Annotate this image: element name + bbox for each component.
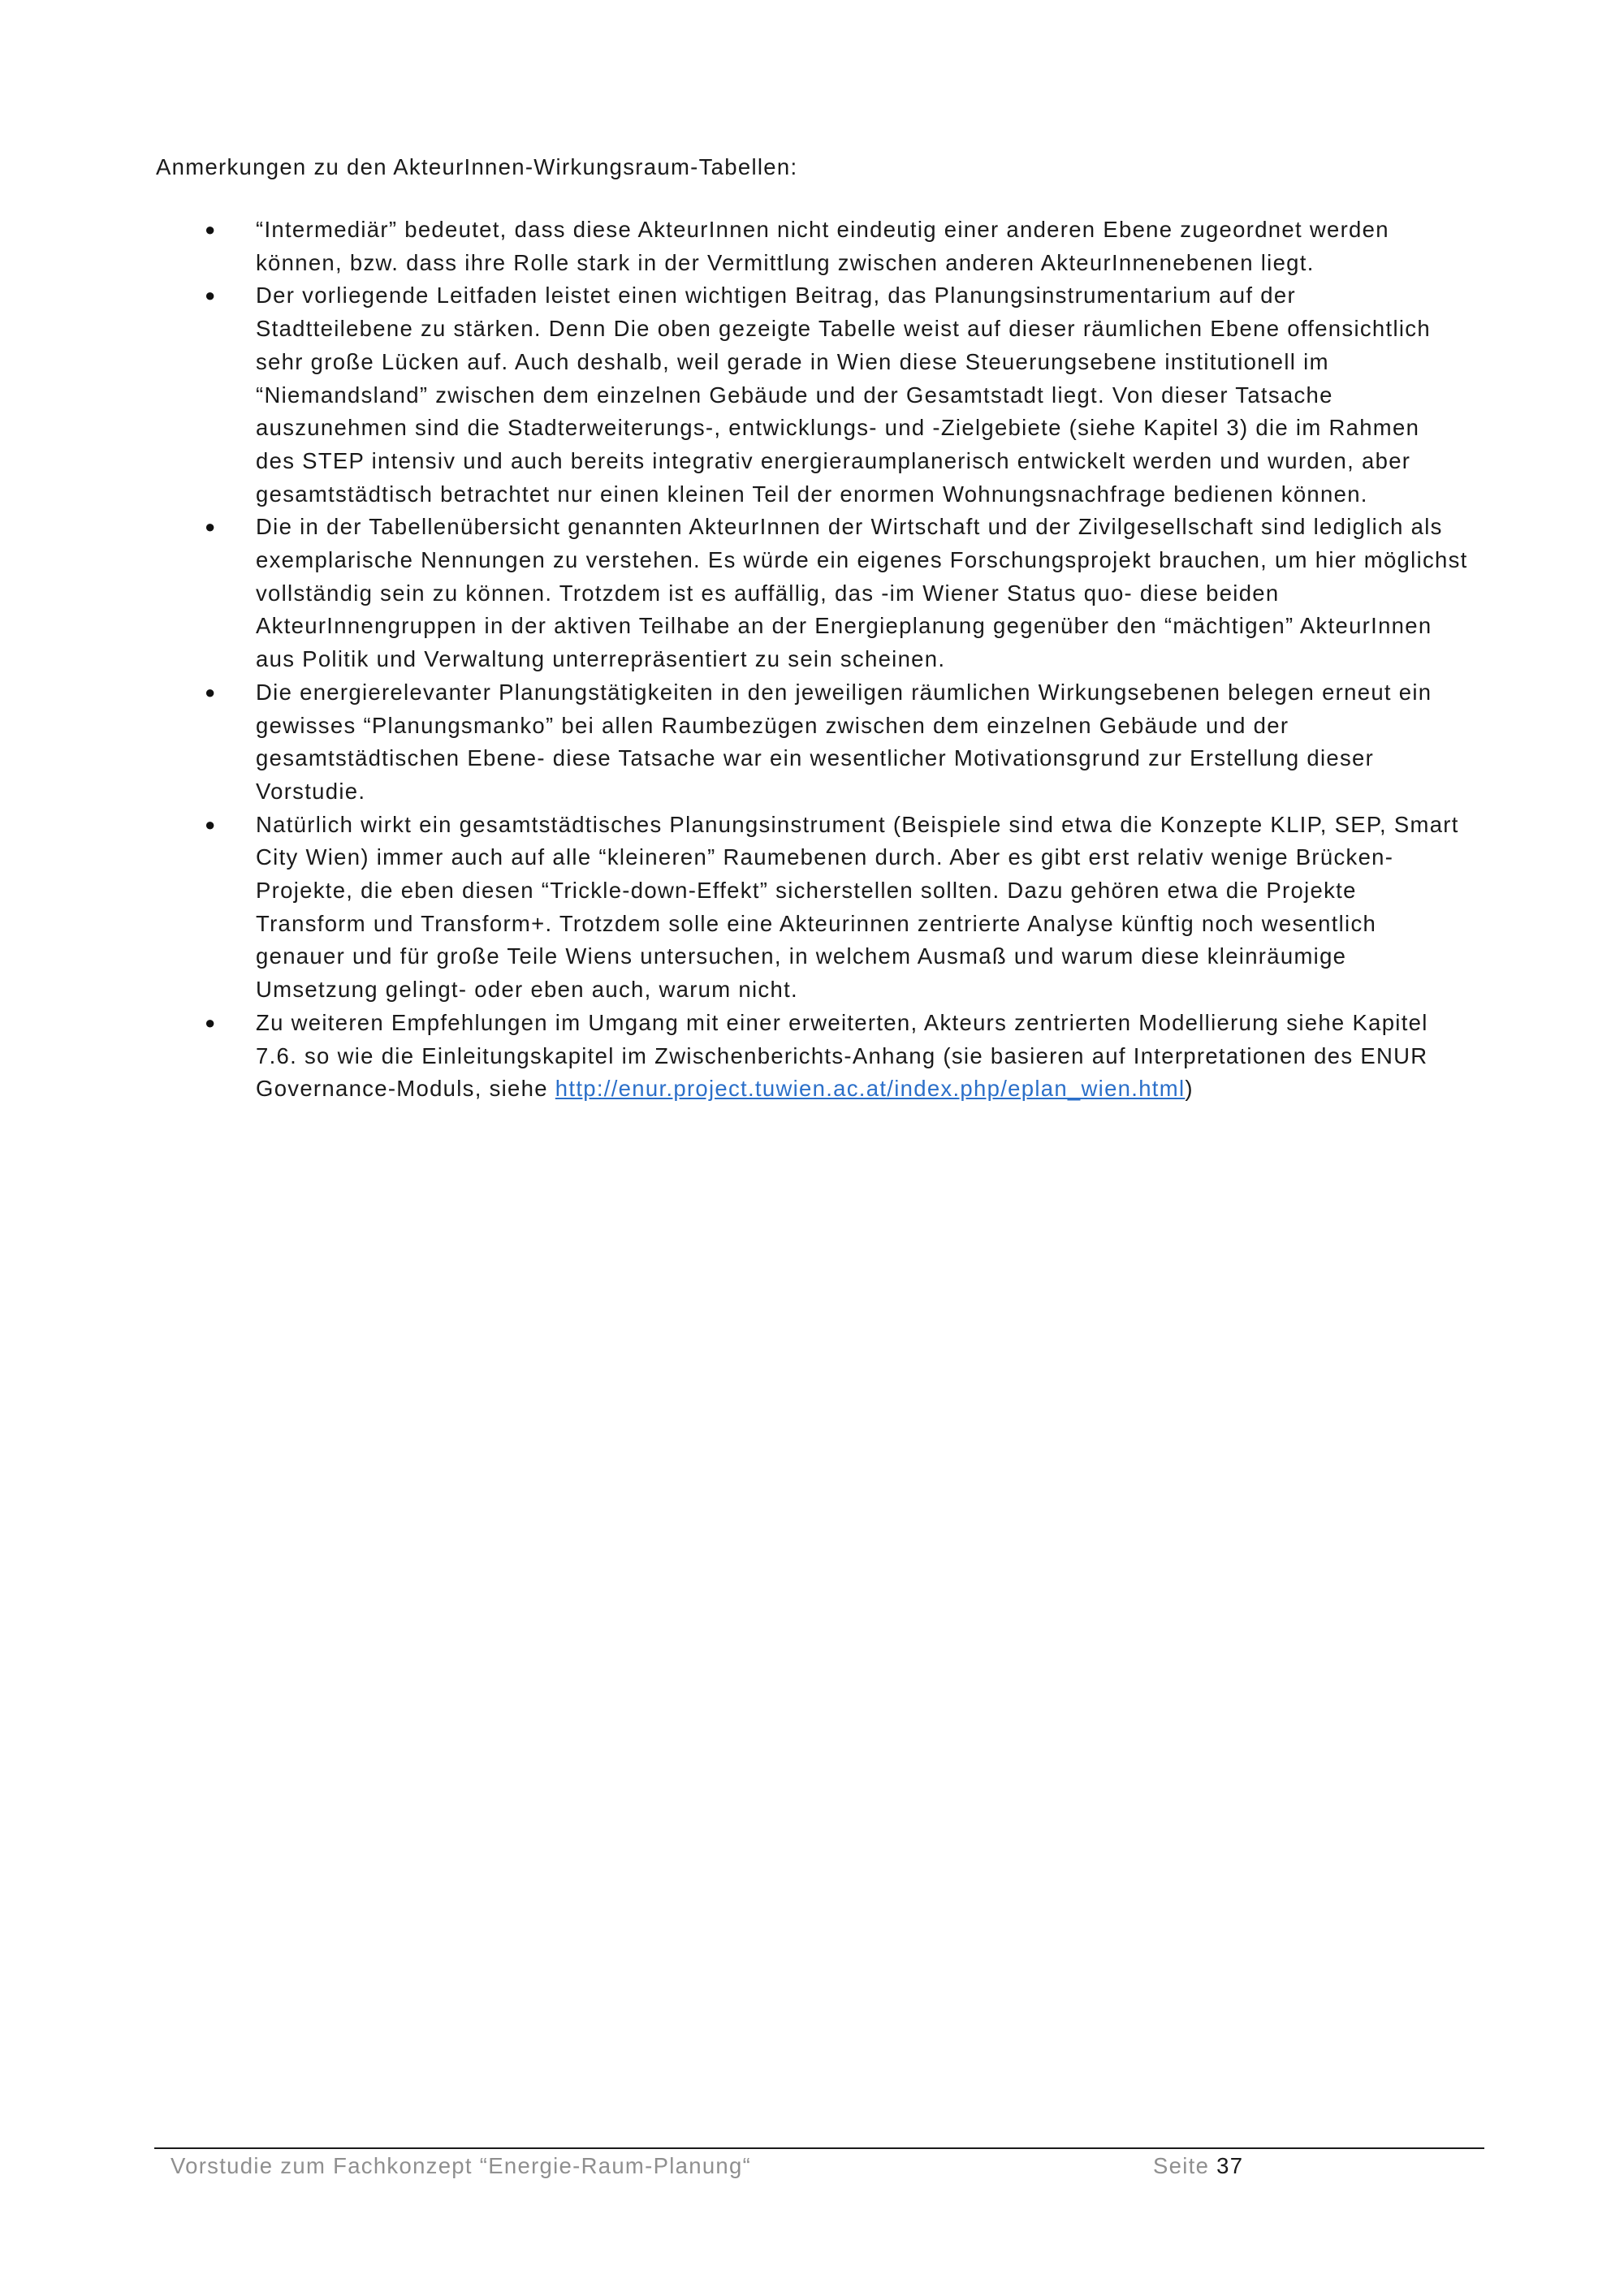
bullet-icon: ● [205,219,217,240]
bullet-line: AkteurInnengruppen in der aktiven Teilhabe an der Energieplanung gegenüber den “mächtigen” AkteurInnen [256,613,1432,639]
bullet-line: aus Politik und Verwaltung unterrepräsentiert zu sein scheinen. [256,646,946,672]
bullet-item-2 [205,279,1520,511]
bullet-icon: ● [205,1012,217,1033]
bullet-line: “Niemandsland” zwischen dem einzelnen Gebäude und der Gesamtstadt liegt. Von dieser Tatsache [256,382,1333,408]
bullet-icon: ● [205,681,217,702]
footer-page-indicator [1153,2153,1243,2179]
bullet-line: Transform und Transform+. Trotzdem solle eine Akteurinnen zentrierte Analyse künftig noch wesentlich [256,910,1377,936]
bullet-line: Umsetzung gelingt- oder eben auch, warum nicht. [256,977,798,1003]
bullet-line: Die energierelevanter Planungstätigkeiten in den jeweiligen räumlichen Wirkungsebenen belegen erneut ein [256,679,1432,705]
bullet-item-5 [205,809,1520,1007]
bullet-item-6 [205,1007,1520,1106]
bullet-item-1 [205,214,1520,279]
bullet-list [205,214,1520,1106]
bullet-line: sehr große Lücken auf. Auch deshalb, weil gerade in Wien diese Steuerungsebene institutionell im [256,348,1329,374]
bullet-icon: ● [205,814,217,835]
bullet-line: Die in der Tabellenübersicht genannten AkteurInnen der Wirtschaft und der Zivilgesellschaft sind lediglich als [256,514,1443,540]
bullet-line: können, bzw. dass ihre Rolle stark in der Vermittlung zwischen anderen AkteurInnenebenen liegt. [256,249,1315,275]
bullet-line: des STEP intensiv und auch bereits integrativ energieraumplanerisch entwickelt werden und wurden, aber [256,447,1411,473]
footer-document-title: Vorstudie zum Fachkonzept “Energie-Raum-Planung“ [171,2153,752,2178]
bullet-line: Stadtteilebene zu stärken. Denn Die oben gezeigte Tabelle weist auf dieser räumlichen Ebene offensichtlich [256,316,1431,342]
link-suffix-text: ) [1185,1076,1194,1102]
bullet-line: City Wien) immer auch auf alle “kleineren” Raumebenen durch. Aber es gibt erst relativ wenige Brücken- [256,844,1394,870]
bullet-line: gewisses “Planungsmanko” bei allen Raumbezügen zwischen dem einzelnen Gebäude und der [256,712,1289,738]
footer-page-label: Seite [1153,2153,1210,2178]
bullet-line: Zu weiteren Empfehlungen im Umgang mit einer erweiterten, Akteurs zentrierten Modellierung siehe Kapitel [256,1009,1428,1035]
bullet-icon: ● [205,285,217,306]
bullet-line: gesamtstädtisch betrachtet nur einen kleinen Teil der enormen Wohnungsnachfrage bedienen können. [256,481,1368,507]
bullet-line: exemplarische Nennungen zu verstehen. Es würde ein eigenes Forschungsprojekt brauchen, um hier möglichst [256,547,1468,573]
bullet-line-with-link [256,1072,1520,1106]
link-prefix-text: Governance-Moduls, siehe [256,1076,555,1102]
bullet-line: Vorstudie. [256,778,366,804]
bullet-line: Der vorliegende Leitfaden leistet einen wichtigen Beitrag, das Planungsinstrumentarium auf der [256,283,1296,309]
bullet-line: gesamtstädtischen Ebene- diese Tatsache war ein wesentlicher Motivationsgrund zur Erstellung dieser [256,745,1375,771]
bullet-line: Projekte, die eben diesen “Trickle-down-Effekt” sicherstellen sollten. Dazu gehören etwa die Projekte [256,878,1357,904]
footer-divider [154,2147,1484,2149]
section-heading: Anmerkungen zu den AkteurInnen-Wirkungsraum-Tabellen: [156,154,798,179]
footer-page-number: 37 [1216,2153,1244,2178]
bullet-item-4 [205,676,1520,809]
bullet-item-3 [205,511,1520,676]
bullet-line: vollständig sein zu können. Trotzdem ist es auffällig, das -im Wiener Status quo- diese beiden [256,580,1280,606]
eplan-wien-link[interactable]: http://enur.project.tuwien.ac.at/index.php/eplan_wien.html [555,1076,1186,1102]
bullet-line: genauer und für große Teile Wiens untersuchen, in welchem Ausmaß und warum diese kleinräumige [256,943,1347,969]
bullet-line: Natürlich wirkt ein gesamtstädtisches Planungsinstrument (Beispiele sind etwa die Konzepte KLIP, SEP, Smart [256,811,1459,837]
bullet-line: auszunehmen sind die Stadterweiterungs-, entwicklungs- und -Zielgebiete (siehe Kapitel 3) die im Rahmen [256,415,1420,441]
bullet-line: 7.6. so wie die Einleitungskapitel im Zwischenberichts-Anhang (sie basieren auf Interpretationen des ENUR [256,1042,1428,1068]
bullet-icon: ● [205,516,217,537]
bullet-line: “Intermediär” bedeutet, dass diese AkteurInnen nicht eindeutig einer anderen Ebene zugeordnet werden [256,217,1389,242]
